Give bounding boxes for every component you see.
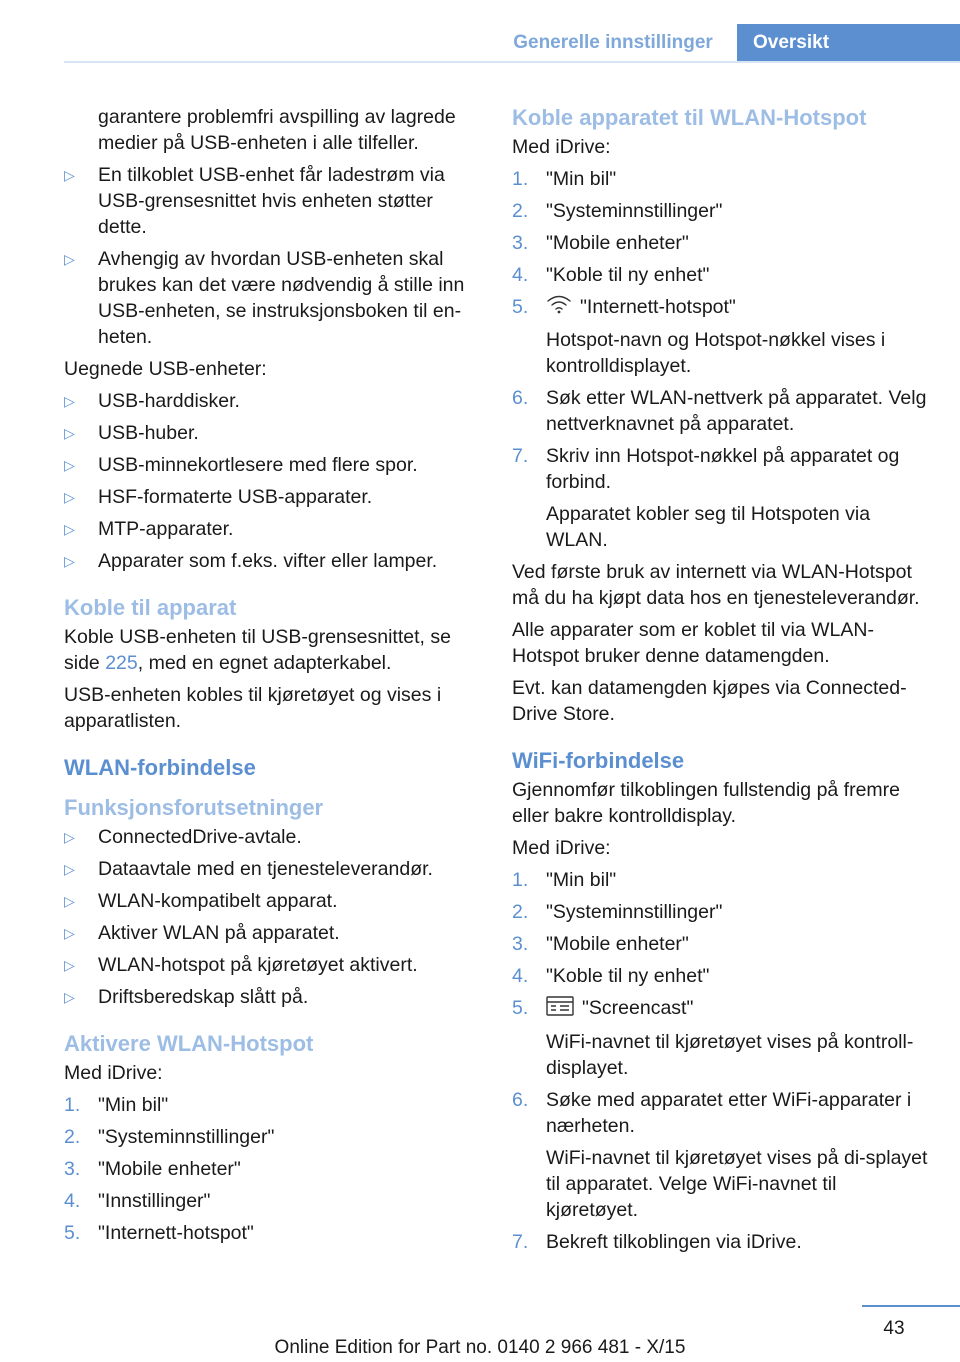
list-item: ▷ Driftsberedskap slått på. xyxy=(64,986,309,1008)
list-item: ▷ Dataavtale med en tjenesteleverandør. xyxy=(64,858,433,880)
list-item: ▷ HSF-formaterte USB-apparater. xyxy=(64,486,373,508)
wifi-steps-list xyxy=(512,867,932,1254)
connect-device-result: USB-enheten kobles til kjøretøyet og vises i apparatlisten. xyxy=(64,684,442,732)
data-purchase-text: Ved første bruk av internett via WLAN-Hotspot må du ha kjøpt data hos en tjenesteleverandør. xyxy=(512,561,920,610)
step-note: Hotspot-navn og Hotspot-nøkkel vises i kontrolldisplayet. xyxy=(546,329,886,378)
wlan-heading: WLAN-forbindelse xyxy=(64,755,256,780)
bullet-triangle-icon: ▷ xyxy=(64,893,75,909)
with-idrive-label: Med iDrive: xyxy=(512,136,611,158)
bullet-triangle-icon: ▷ xyxy=(64,829,75,845)
step-item: 5. "Internett-hotspot" Hotspot-navn og Hotspot-nøkkel vises i kontrolldisplayet. xyxy=(512,294,932,379)
step-note: Apparatet kobler seg til Hotspoten via WLAN. xyxy=(546,503,871,552)
step-item: 3. "Mobile enheter" xyxy=(512,232,689,254)
step-item: 5. "Internett-hotspot" xyxy=(64,1222,254,1244)
step-item: 6. Søk etter WLAN-nettverk på apparatet. Velg nettverknavnet på apparatet. xyxy=(512,387,927,436)
screencast-icon xyxy=(546,996,574,1023)
list-item: ▷ USB-harddisker. xyxy=(64,390,240,412)
list-item: ▷ WLAN-kompatibelt apparat. xyxy=(64,890,338,912)
bullet-triangle-icon: ▷ xyxy=(64,393,75,409)
usb-notes-list xyxy=(64,162,476,350)
wifi-icon xyxy=(546,294,572,321)
bullet-triangle-icon: ▷ xyxy=(64,925,75,941)
data-shared-text: Alle apparater som er koblet til via WLAN-Hotspot bruker denne datamengden. xyxy=(512,619,874,668)
header-section-title: Generelle innstillinger xyxy=(513,32,713,53)
header-tab-overview: Oversikt xyxy=(737,24,960,62)
bullet-triangle-icon: ▷ xyxy=(64,251,75,267)
step-item: 7. Skriv inn Hotspot-nøkkel på apparatet og forbind. Apparatet kobler seg til Hotspoten via WLAN. xyxy=(512,443,932,553)
activate-steps-list xyxy=(64,1092,476,1246)
connect-device-heading: Koble til apparat xyxy=(64,595,237,620)
with-idrive-label: Med iDrive: xyxy=(512,837,611,860)
step-item: 4. "Koble til ny enhet" xyxy=(512,264,710,286)
bullet-triangle-icon: ▷ xyxy=(64,457,75,473)
data-store-text: Evt. kan datamengden kjøpes via Connected‐Drive Store. xyxy=(512,677,907,726)
bullet-triangle-icon: ▷ xyxy=(64,521,75,537)
lead-in-text: garantere problemfri avspilling av lagrede medier på USB-enheten i alle tilfeller. xyxy=(98,106,456,154)
list-item: ▷ Apparater som f.eks. vifter eller lamper. xyxy=(64,550,438,572)
prerequisites-heading: Funksjonsforutsetninger xyxy=(64,795,324,820)
step-item: 6. Søke med apparatet etter WiFi-apparater i nærheten. WiFi-navnet til kjøretøyet vises på di‐splayet til apparatet. Velge WiFi-navnet til kjøretøyet. xyxy=(512,1087,932,1223)
list-item: ▷ Avhengig av hvordan USB-enheten skal brukes kan det være nødvendig å stille inn USB-enheten, se instruksjonsboken til en‐heten. xyxy=(64,248,465,348)
list-item: ▷ WLAN-hotspot på kjøretøyet aktivert. xyxy=(64,954,418,976)
with-idrive-label: Med iDrive: xyxy=(64,1062,163,1084)
step-note: WiFi-navnet til kjøretøyet vises på di‐splayet til apparatet. Velge WiFi-navnet til kjøretøyet. xyxy=(546,1146,928,1221)
step-note: WiFi-navnet til kjøretøyet vises på kontroll‐displayet. xyxy=(546,1030,914,1079)
step-item: 2. "Systeminnstillinger" xyxy=(512,200,723,222)
right-column xyxy=(512,104,932,1261)
bullet-triangle-icon: ▷ xyxy=(64,489,75,505)
connect-to-hotspot-heading: Koble apparatet til WLAN-Hotspot xyxy=(512,105,867,130)
bullet-triangle-icon: ▷ xyxy=(64,167,75,183)
list-item: ▷ ConnectedDrive-avtale. xyxy=(64,826,302,848)
bullet-triangle-icon: ▷ xyxy=(64,553,75,569)
step-item: 3. "Mobile enheter" xyxy=(64,1158,241,1180)
step-item: 2. "Systeminnstillinger" xyxy=(512,901,723,924)
activate-hotspot-heading: Aktivere WLAN-Hotspot xyxy=(64,1031,314,1056)
page-number: 43 xyxy=(883,1318,905,1339)
bullet-triangle-icon: ▷ xyxy=(64,957,75,973)
connect-device-text: Koble USB-enheten til USB-grensesnittet, se side 225, med en egnet adapterkabel. xyxy=(64,626,451,674)
step-item: 1. "Min bil" xyxy=(512,869,617,892)
bullet-triangle-icon: ▷ xyxy=(64,989,75,1005)
step-item: 4. "Innstillinger" xyxy=(64,1190,211,1212)
edition-footer: Online Edition for Part no. 0140 2 966 481 - X/15 xyxy=(274,1337,686,1358)
step-item: 5. "Screencast" WiFi-navnet til kjøretøyet vises på kontroll‐displayet. xyxy=(512,995,932,1080)
wifi-intro-text: Gjennomfør tilkoblingen fullstendig på fremre eller bakre kontrolldisplay. xyxy=(512,779,901,828)
wifi-connection-heading: WiFi-forbindelse xyxy=(512,748,685,774)
left-column xyxy=(64,104,476,1252)
unsuitable-devices-list xyxy=(64,388,476,574)
bullet-triangle-icon: ▷ xyxy=(64,425,75,441)
footer-rule xyxy=(862,1305,960,1307)
prerequisites-list xyxy=(64,824,476,1010)
hotspot-steps-list xyxy=(512,166,932,553)
unsuitable-label: Uegnede USB-enheter: xyxy=(64,358,267,380)
list-item: ▷ Aktiver WLAN på apparatet. xyxy=(64,922,340,944)
step-item: 7. Bekreft tilkoblingen via iDrive. xyxy=(512,1230,802,1253)
list-item: ▷ En tilkoblet USB-enhet får ladestrøm via USB-grensesnittet hvis enheten støtter dette. xyxy=(64,164,445,238)
step-item: 1. "Min bil" xyxy=(64,1094,169,1116)
step-item: 4. "Koble til ny enhet" xyxy=(512,965,710,988)
list-item: ▷ USB-minnekortlesere med flere spor. xyxy=(64,454,418,476)
step-item: 3. "Mobile enheter" xyxy=(512,933,689,956)
page-link[interactable]: 225 xyxy=(105,652,138,674)
list-item: ▷ USB-huber. xyxy=(64,422,199,444)
header-rule xyxy=(64,61,960,63)
step-item: 2. "Systeminnstillinger" xyxy=(64,1126,275,1148)
list-item: ▷ MTP-apparater. xyxy=(64,518,234,540)
step-item: 1. "Min bil" xyxy=(512,168,617,190)
bullet-triangle-icon: ▷ xyxy=(64,861,75,877)
